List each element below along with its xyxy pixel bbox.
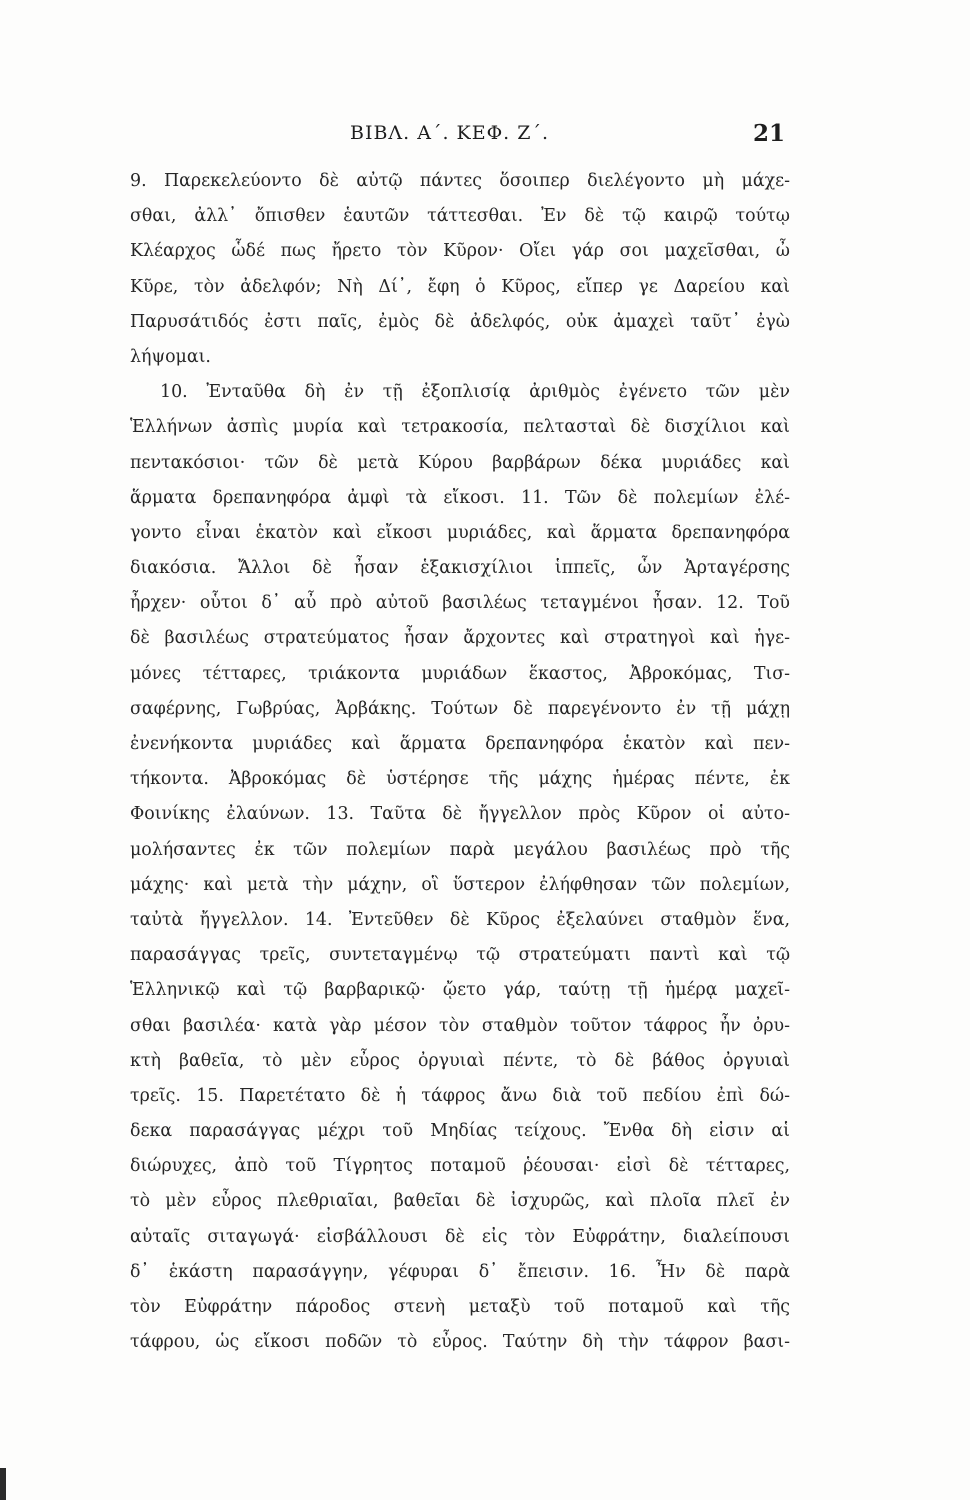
text-line: μόνες τέτταρες, τριάκοντα μυριάδων ἕκαστος, Ἀβροκόμας, Τισ- [130, 663, 790, 684]
text-line: ἅρματα δρεπανηφόρα ἀμφὶ τὰ εἴκοσι. 11. Τῶν δὲ πολεμίων ἐλέ- [130, 487, 790, 508]
page-number: 21 [752, 120, 785, 147]
greek-text-body [130, 164, 790, 1360]
running-head: ΒΙΒΛ. Α΄. ΚΕΦ. Ζ΄. [350, 122, 549, 144]
page-header [130, 120, 785, 152]
text-line: 9. Παρεκελεύοντο δὲ αὐτῷ πάντες ὅσοιπερ διελέγοντο μὴ μάχε- [130, 171, 790, 191]
text-line: Φοινίκης ἐλαύνων. 13. Ταῦτα δὲ ἤγγελλον πρὸς Κῦρον οἱ αὐτο- [130, 804, 790, 825]
text-line: Παρυσάτιδός ἐστι παῖς, ἐμὸς δὲ ἀδελφός, οὐκ ἀμαχεὶ ταῦτ᾽ ἐγὼ [130, 311, 790, 332]
text-line: 10. Ἐνταῦθα δὴ ἐν τῇ ἐξοπλισίᾳ ἀριθμὸς ἐγένετο τῶν μὲν [160, 382, 790, 403]
text-line: μάχης· καὶ μετὰ τὴν μάχην, οἳ ὕστερον ἐλήφθησαν τῶν πολεμίων, [130, 874, 790, 895]
text-line: διώρυχες, ἀπὸ τοῦ Τίγρητος ποταμοῦ ῥέουσαι· εἰσὶ δὲ τέτταρες, [130, 1156, 790, 1177]
text-line: τὸν Εὐφράτην πάροδος στενὴ μεταξὺ τοῦ ποταμοῦ καὶ τῆς [130, 1297, 790, 1317]
text-line: δ᾽ ἑκάστη παρασάγγην, γέφυραι δ᾽ ἔπεισιν. 16. Ἦν δὲ παρὰ [130, 1261, 790, 1282]
text-line: Ἑλληνικῷ καὶ τῷ βαρβαρικῷ· ᾤετο γάρ, ταύτῃ τῇ ἡμέρᾳ μαχεῖ- [130, 980, 790, 1001]
text-line: ταὐτὰ ἤγγελλον. 14. Ἐντεῦθεν δὲ Κῦρος ἐξελαύνει σταθμὸν ἕνα, [130, 909, 790, 930]
text-line: γοντο εἶναι ἑκατὸν καὶ εἴκοσι μυριάδες, καὶ ἅρματα δρεπανηφόρα [130, 522, 790, 543]
text-line: τάφρου, ὡς εἴκοσι ποδῶν τὸ εὖρος. Ταύτην δὴ τὴν τάφρον βασι- [130, 1332, 790, 1353]
text-line: ἦρχεν· οὗτοι δ᾽ αὖ πρὸ αὐτοῦ βασιλέως τεταγμένοι ἦσαν. 12. Τοῦ [130, 593, 790, 614]
text-line: τὸ μὲν εὖρος πλεθριαῖαι, βαθεῖαι δὲ ἰσχυρῶς, καὶ πλοῖα πλεῖ ἐν [130, 1191, 790, 1212]
text-line: διακόσια. Ἄλλοι δὲ ἦσαν ἑξακισχίλιοι ἱππεῖς, ὧν Ἀρταγέρσης [130, 558, 790, 579]
text-line: δὲ βασιλέως στρατεύματος ἦσαν ἄρχοντες καὶ στρατηγοὶ καὶ ἡγε- [130, 628, 790, 649]
text-line: παρασάγγας τρεῖς, συντεταγμένῳ τῷ στρατεύματι παντὶ καὶ τῷ [130, 945, 790, 966]
text-line: τρεῖς. 15. Παρετέτατο δὲ ἡ τάφρος ἄνω διὰ τοῦ πεδίου ἐπὶ δώ- [130, 1085, 790, 1106]
text-line: σθαι, ἀλλ᾽ ὄπισθεν ἑαυτῶν τάττεσθαι. Ἐν δὲ τῷ καιρῷ τούτῳ [130, 206, 790, 227]
text-line: κτὴ βαθεῖα, τὸ μὲν εὖρος ὀργυιαὶ πέντε, τὸ δὲ βάθος ὀργυιαὶ [130, 1050, 790, 1071]
text-line: σαφέρνης, Γωβρύας, Ἀρβάκης. Τούτων δὲ παρεγένοντο ἐν τῇ μάχῃ [130, 698, 790, 719]
text-line: δεκα παρασάγγας μέχρι τοῦ Μηδίας τείχους. Ἔνθα δὴ εἰσιν αἱ [130, 1121, 790, 1142]
text-line: τήκοντα. Ἀβροκόμας δὲ ὑστέρησε τῆς μάχης ἡμέρας πέντε, ἐκ [130, 769, 790, 790]
text-line: αὐταῖς σιταγωγά· εἰσβάλλουσι δὲ εἰς τὸν Εὐφράτην, διαλείπουσι [130, 1226, 790, 1247]
text-line: πεντακόσιοι· τῶν δὲ μετὰ Κύρου βαρβάρων δέκα μυριάδες καὶ [130, 452, 790, 473]
text-line: Κλέαρχος ὧδέ πως ἤρετο τὸν Κῦρον· Οἴει γάρ σοι μαχεῖσθαι, ὦ [130, 241, 790, 262]
text-line: ἐνενήκοντα μυριάδες καὶ ἅρματα δρεπανηφόρα ἑκατὸν καὶ πεν- [130, 734, 790, 754]
text-line: λήψομαι. [130, 346, 211, 367]
text-line: σθαι βασιλέα· κατὰ γὰρ μέσον τὸν σταθμὸν τοῦτον τάφρος ἦν ὀρυ- [130, 1015, 790, 1036]
text-line: Ἑλλήνων ἀσπὶς μυρία καὶ τετρακοσία, πελτασταὶ δὲ δισχίλιοι καὶ [130, 417, 790, 438]
text-line: Κῦρε, τὸν ἀδελφόν; Νὴ Δί᾽, ἔφη ὁ Κῦρος, εἴπερ γε Δαρείου καὶ [130, 276, 790, 297]
binding-edge-mark [0, 1468, 6, 1500]
text-line: μολήσαντες ἐκ τῶν πολεμίων παρὰ μεγάλου βασιλέως πρὸ τῆς [130, 839, 790, 860]
